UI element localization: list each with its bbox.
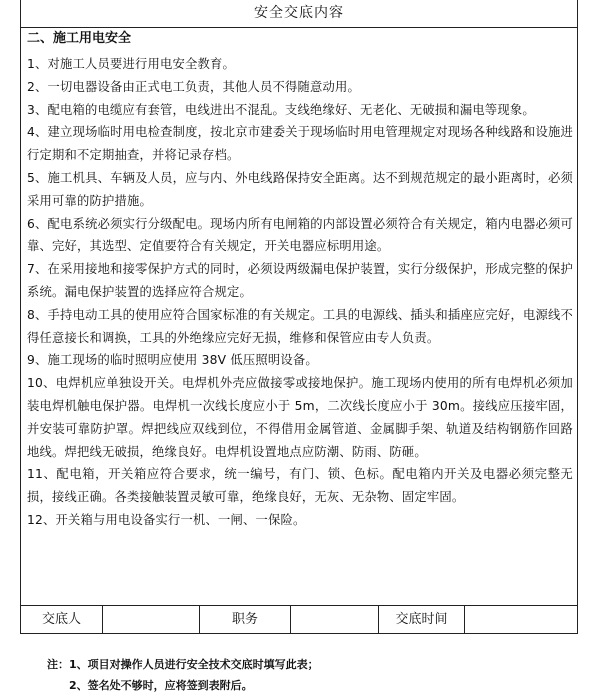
list-item: 7、在采用接地和接零保护方式的同时，必须设两级漏电保护装置，实行分级保护，形成完整的保护系统。漏电保护装置的选择应符合规定。 xyxy=(27,262,573,299)
footnotes xyxy=(47,654,319,696)
briefer-signature-field[interactable] xyxy=(103,606,200,634)
list-item: 8、手持电动工具的使用应符合国家标准的有关规定。工具的电源线、插头和插座应完好，电源线不得任意接长和调换，工具的外绝缘应完好无损，维修和保管应由专人负责。 xyxy=(27,307,573,345)
safety-briefing-table xyxy=(20,0,578,634)
briefer-label: 交底人 xyxy=(21,606,103,634)
list-item: 3、配电箱的电缆应有套管，电线进出不混乱。支线绝缘好、无老化、无破损和漏电等现象。 xyxy=(27,102,535,117)
list-item: 5、施工机具、车辆及人员，应与内、外电线路保持安全距离。达不到规范规定的最小距离时，必须采用可靠的防护措施。 xyxy=(27,170,573,208)
list-item: 2、一切电器设备由正式电工负责，其他人员不得随意动用。 xyxy=(27,79,360,94)
briefing-time-field[interactable] xyxy=(465,606,577,634)
list-item: 12、开关箱与用电设备实行一机、一闸、一保险。 xyxy=(27,512,306,527)
position-label: 职务 xyxy=(200,606,291,634)
note-1: 注：1、项目对操作人员进行安全技术交底时填写此表； xyxy=(47,658,319,671)
list-item: 4、建立现场临时用电检查制度，按北京市建委关于现场临时用电管理规定对现场各种线路和设施进行定期和不定期抽查，并将记录存档。 xyxy=(27,125,573,163)
note-2: 2、签名处不够时，应将签到表附后。 xyxy=(69,679,253,692)
list-item: 1、对施工人员要进行用电安全教育。 xyxy=(27,57,235,71)
briefing-time-label: 交底时间 xyxy=(379,606,465,634)
list-item: 11、配电箱，开关箱应符合要求，统一编号，有门、锁、色标。配电箱内开关及电器必须完整无损，接线正确。各类接触装置灵敏可靠，绝缘良好，无灰、无杂物、固定牢固。 xyxy=(27,467,573,505)
signature-row xyxy=(21,605,577,634)
list-item: 6、配电系统必须实行分级配电。现场内所有电闸箱的内部设置必须符合有关规定，箱内电器必须可靠、完好，其选型、定值要符合有关规定，开关电器应标明用途。 xyxy=(27,216,573,254)
briefing-items-list xyxy=(27,53,573,532)
list-item: 10、电焊机应单独设开关。电焊机外壳应做接零或接地保护。施工现场内使用的所有电焊机必须加装电焊机触电保护器。电焊机一次线长度应小于 5m，二次线长度应小于 30m。接线应压接牢固，并安装可靠防护罩。焊把线应双线到位，不得借用金属管道、金属脚手架、轨道及结构钢筋作回路地线。焊把线无破损，绝缘良好。电焊机设置地点应防潮、防雨、防砸。 xyxy=(27,376,573,459)
briefing-content xyxy=(27,30,573,532)
section-heading: 二、施工用电安全 xyxy=(27,31,132,46)
table-title: 安全交底内容 xyxy=(21,0,577,28)
list-item: 9、施工现场的临时照明应使用 38V 低压照明设备。 xyxy=(27,353,318,368)
position-field[interactable] xyxy=(291,606,379,634)
